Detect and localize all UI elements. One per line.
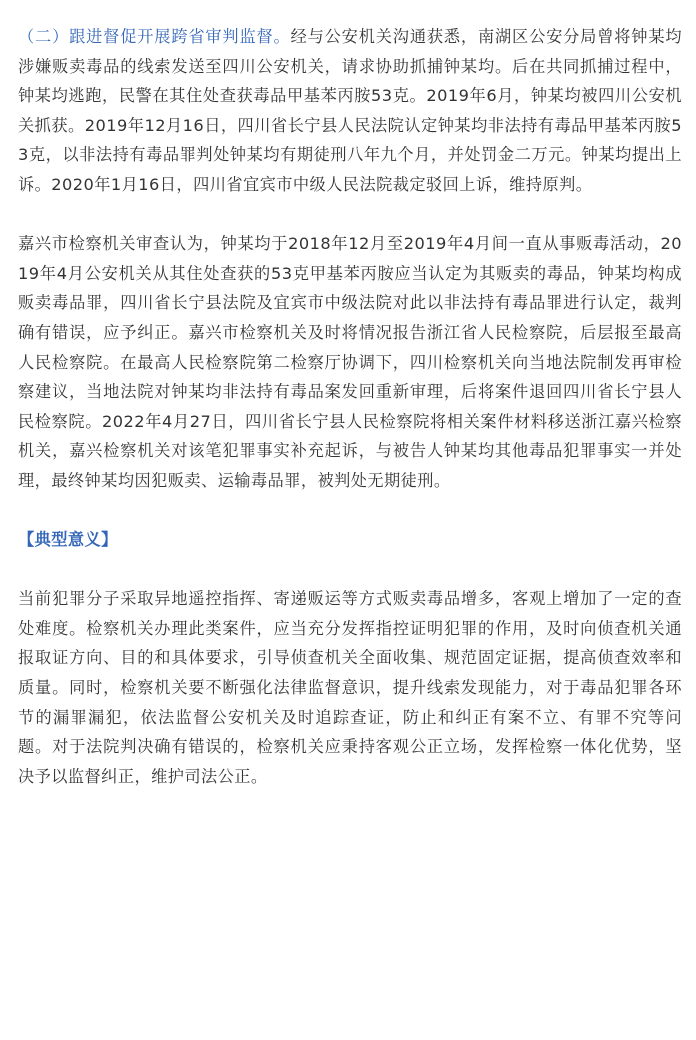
section-2-lead-title: （二）跟进督促开展跨省审判监督。 (18, 27, 291, 46)
significance-paragraph: 当前犯罪分子采取异地遥控指挥、寄递贩运等方式贩卖毒品增多，客观上增加了一定的查处难度。检察机关办理此类案件，应当充分发挥指控证明犯罪的作用，及时向侦查机关通报取证方向、目的和具体要求，引导侦查机关全面收集、规范固定证据，提高侦查效率和质量。同时，检察机关要不断强化法律监督意识，提升线索发现能力，对于毒品犯罪各环节的漏罪漏犯，依法监督公安机关及时追踪查证，防止和纠正有案不立、有罪不究等问题。对于法院判决确有错误的，检察机关应秉持客观公正立场，发挥检察一体化优势，坚决予以监督纠正，维护司法公正。 (18, 589, 682, 786)
review-paragraph: 嘉兴市检察机关审查认为，钟某均于2018年12月至2019年4月间一直从事贩毒活动，2019年4月公安机关从其住处查获的53克甲基苯丙胺应当认定为其贩卖的毒品，钟某均构成贩卖毒品罪，四川省长宁县法院及宜宾市中级法院对此以非法持有毒品罪进行认定，裁判确有错误，应予纠正。嘉兴市检察机关及时将情况报告浙江省人民检察院，后层报至最高人民检察院。在最高人民检察院第二检察厅协调下，四川检察机关向当地法院制发再审检察建议，当地法院对钟某均非法持有毒品案发回重新审理，后将案件退回四川省长宁县人民检察院。2022年4月27日，四川省长宁县人民检察院将相关案件材料移送浙江嘉兴检察机关，嘉兴检察机关对该笔犯罪事实补充起诉，与被告人钟某均其他毒品犯罪事实一并处理，最终钟某均因犯贩卖、运输毒品罪，被判处无期徒刑。 (18, 234, 682, 490)
section-2-paragraph (18, 22, 682, 200)
section-2-body-text: 经与公安机关沟通获悉，南湖区公安分局曾将钟某均涉嫌贩卖毒品的线索发送至四川公安机关，请求协助抓捕钟某均。后在共同抓捕过程中，钟某均逃跑，民警在其住处查获毒品甲基苯丙胺53克。2019年6月，钟某均被四川公安机关抓获。2019年12月16日，四川省长宁县人民法院认定钟某均非法持有毒品甲基苯丙胺53克，以非法持有毒品罪判处钟某均有期徒刑八年九个月，并处罚金二万元。钟某均提出上诉。2020年1月16日，四川省宜宾市中级人民法院裁定驳回上诉，维持原判。 (18, 27, 682, 194)
significance-heading: 【典型意义】 (18, 530, 118, 550)
article-body (18, 22, 682, 791)
